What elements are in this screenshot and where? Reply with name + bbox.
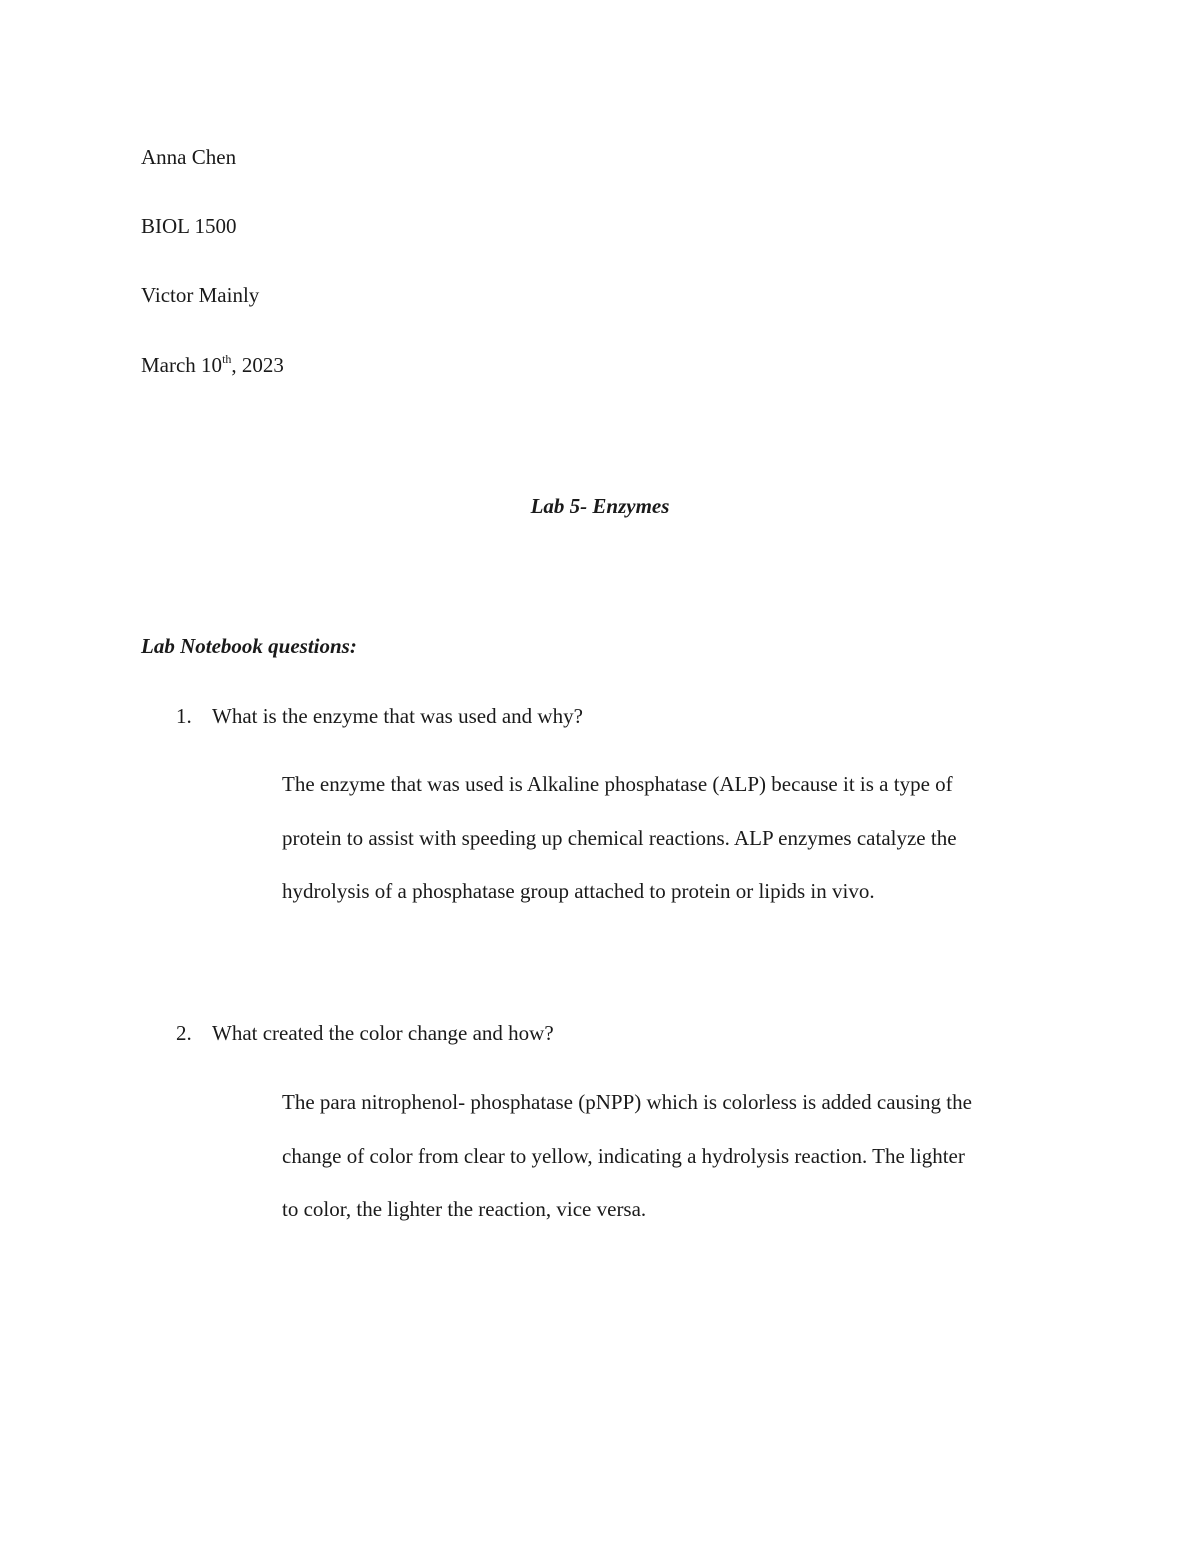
answer-2-line: change of color from clear to yellow, indicating a hydrolysis reaction. The lighter bbox=[282, 1143, 965, 1168]
question-2-text: What created the color change and how? bbox=[212, 1021, 554, 1045]
document-title: Lab 5- Enzymes bbox=[530, 494, 670, 518]
date-suffix: , 2023 bbox=[231, 353, 284, 377]
date-ordinal: th bbox=[222, 352, 232, 366]
answer-1-line: hydrolysis of a phosphatase group attached to protein or lipids in vivo. bbox=[282, 879, 875, 903]
student-name: Anna Chen bbox=[141, 145, 237, 169]
answer-1 bbox=[282, 758, 1082, 919]
answer-2-line: to color, the lighter the reaction, vice versa. bbox=[282, 1197, 647, 1221]
instructor-name: Victor Mainly bbox=[141, 283, 260, 307]
date-prefix: March 10 bbox=[141, 353, 223, 377]
answer-1-line: The enzyme that was used is Alkaline phosphatase (ALP) because it is a type of bbox=[282, 772, 953, 796]
submission-date bbox=[141, 352, 284, 378]
course-code: BIOL 1500 bbox=[141, 214, 237, 238]
answer-2-line: The para nitrophenol- phosphatase (pNPP) which is colorless is added causing the bbox=[282, 1090, 972, 1114]
question-2-number: 2. bbox=[176, 1021, 192, 1045]
section-heading: Lab Notebook questions: bbox=[141, 634, 357, 658]
answer-2 bbox=[282, 1076, 1082, 1237]
question-1-number: 1. bbox=[176, 704, 192, 728]
question-1-text: What is the enzyme that was used and why? bbox=[212, 704, 583, 728]
answer-1-line: protein to assist with speeding up chemical reactions. ALP enzymes catalyze the bbox=[282, 825, 957, 850]
